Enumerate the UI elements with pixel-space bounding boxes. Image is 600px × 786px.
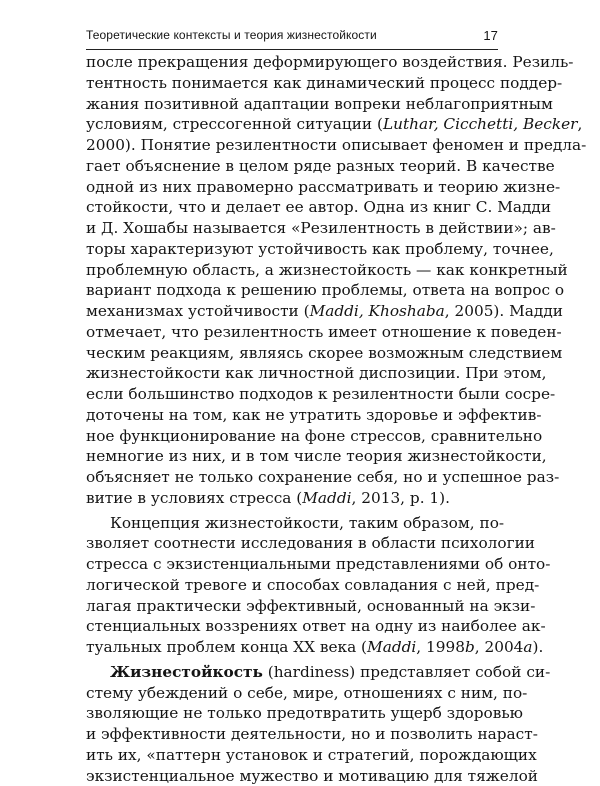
text-segment: проблемную область, а жизнестойкость — как конкретный [86,261,568,279]
text-segment: зволяющие не только предотвратить ущерб здоровью [86,704,523,722]
text-segment: объясняет не только сохранение себя, но и успешное раз- [86,468,559,486]
paragraph [86,52,498,509]
text-segment: тентность понимается как динамический процесс поддер- [86,74,562,92]
text-line [86,52,498,73]
text-segment: доточены на том, как не утратить здоровье и эффектив- [86,406,542,424]
header-rule [86,49,498,50]
text-segment: , 2004 [475,638,524,656]
text-line [86,683,498,704]
text-line [86,426,498,447]
citation-author: Maddi, Khoshaba [310,302,445,320]
paragraph [86,662,498,786]
text-line [86,94,498,115]
text-segment: , 2005). Мадди [445,302,563,320]
text-line [86,446,498,467]
text-segment: стойкости, что и делает ее автор. Одна из книг С. Мадди [86,198,551,216]
text-segment: механизмах устойчивости ( [86,302,310,320]
text-line [86,301,498,322]
running-title: Теоретические контексты и теория жизнестойкости [86,28,377,42]
text-line [86,596,498,617]
text-line [86,637,498,658]
text-segment: 2000). Понятие резилентности описывает феномен и предла- [86,136,586,154]
text-segment: условиям, стрессогенной ситуации ( [86,115,383,133]
text-line [86,766,498,786]
text-segment: и Д. Хошабы называется «Резилентность в действии»; ав- [86,219,556,237]
text-segment: ческим реакциям, являясь скорее возможным следствием [86,344,562,362]
text-segment: жизнестойкости как личностной диспозиции. При этом, [86,364,546,382]
text-line [86,467,498,488]
text-line [86,156,498,177]
citation-author: Luthar, Cicchetti, Becker [383,115,578,133]
text-line [86,322,498,343]
text-line [86,488,498,509]
text-segment: экзистенциальное мужество и мотивацию для тяжелой [86,767,538,785]
text-segment: после прекращения деформирующего воздействия. Резиль- [86,53,573,71]
text-segment: отмечает, что резилентность имеет отношение к поведен- [86,323,562,341]
text-segment: одной из них правомерно рассматривать и теорию жизне- [86,178,560,196]
text-segment: вариант подхода к решению проблемы, ответа на вопрос о [86,281,564,299]
text-line [86,343,498,364]
citation-author: a [523,638,532,656]
text-line [86,513,498,534]
paragraph [86,513,498,658]
text-line [86,135,498,156]
text-line [86,239,498,260]
text-line [86,363,498,384]
text-segment: , 1998 [416,638,465,656]
text-line [86,533,498,554]
text-segment: , 2013, p. 1). [352,489,450,507]
text-segment: логической тревоге и способах совладания с ней, пред- [86,576,539,594]
text-line [86,554,498,575]
text-line [86,114,498,135]
text-segment: ное функционирование на фоне стрессов, сравнительно [86,427,542,445]
text-line [86,197,498,218]
text-line [86,260,498,281]
text-line [86,280,498,301]
text-line [86,616,498,637]
text-line [86,662,498,683]
citation-author: Maddi [367,638,416,656]
text-segment: витие в условиях стресса ( [86,489,302,507]
text-line [86,724,498,745]
text-line [86,384,498,405]
body-text [86,52,498,786]
text-segment: (hardiness) представляет собой си- [263,663,550,681]
citation-author: Maddi [302,489,351,507]
text-segment: и эффективности деятельности, но и позволить нараст- [86,725,538,743]
text-line [86,405,498,426]
text-segment: туальных проблем конца XX века ( [86,638,367,656]
text-segment: ). [533,638,544,656]
text-segment: , [577,115,582,133]
text-line [86,745,498,766]
text-line [86,575,498,596]
text-segment: торы характеризуют устойчивость как проблему, точнее, [86,240,554,258]
citation-author: b [465,638,475,656]
text-line [86,703,498,724]
text-segment: Концепция жизнестойкости, таким образом, по- [110,514,504,532]
text-segment: лагая практически эффективный, основанный на экзи- [86,597,535,615]
running-header [86,28,498,48]
text-segment: если большинство подходов к резилентности были сосре- [86,385,555,403]
key-term: Жизнестойкость [110,663,263,681]
text-line [86,218,498,239]
text-segment: зволяет соотнести исследования в области психологии [86,534,535,552]
text-segment: гает объяснение в целом ряде разных теорий. В качестве [86,157,555,175]
text-segment: стенциальных воззрениях ответ на одну из наиболее ак- [86,617,546,635]
text-segment: стресса с экзистенциальными представлениями об онто- [86,555,550,573]
text-line [86,177,498,198]
text-segment: жания позитивной адаптации вопреки неблагоприятным [86,95,553,113]
text-line [86,73,498,94]
text-segment: немногие из них, и в том числе теория жизнестойкости, [86,447,547,465]
text-segment: ить их, «паттерн установок и стратегий, порождающих [86,746,537,764]
page-number: 17 [483,28,498,43]
text-segment: стему убеждений о себе, мире, отношениях с ним, по- [86,684,527,702]
